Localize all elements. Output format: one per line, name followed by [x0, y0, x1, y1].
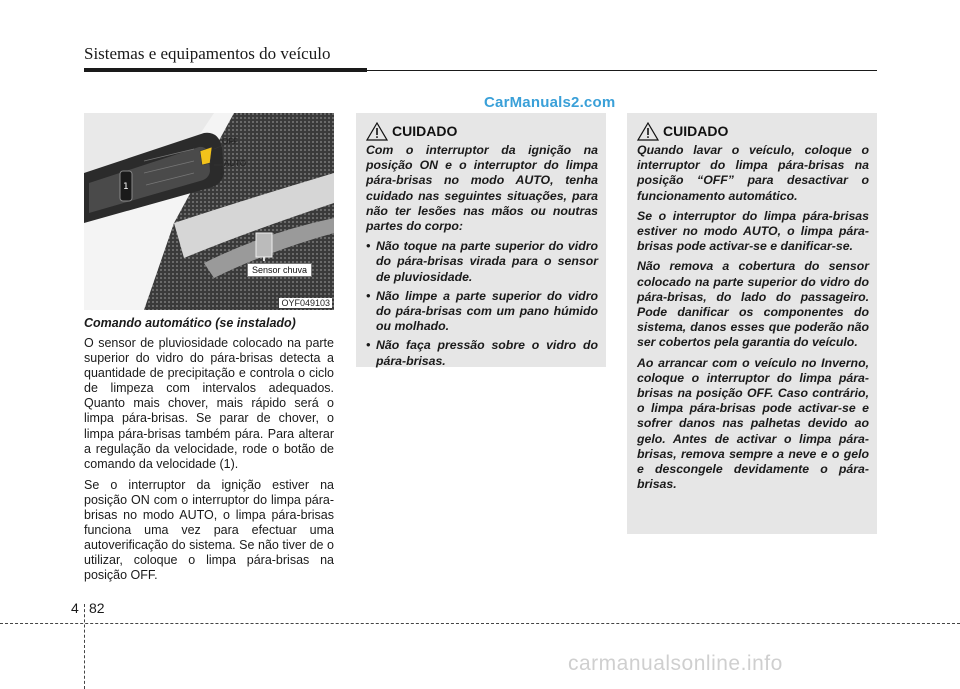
svg-text:1: 1 — [123, 182, 129, 192]
wiper-switch-figure — [84, 113, 334, 310]
figure-id: OYF049103 — [281, 298, 330, 308]
label-rain-sensor: Sensor chuva — [247, 263, 312, 277]
header-rule-thin — [367, 70, 877, 71]
header-rule-thick — [84, 68, 367, 72]
caution-title: CUIDADO — [392, 123, 458, 139]
label-auto: AUTO — [224, 159, 247, 168]
caution-body — [356, 143, 606, 369]
caution-body — [627, 143, 877, 492]
warning-triangle-icon — [366, 121, 388, 141]
caution-bullet: • Não limpe a parte superior do vidro do pára-brisas com um pano húmido ou molhado. — [366, 289, 598, 335]
caution-paragraph: Quando lavar o veículo, coloque o interruptor do limpa pára-brisas na posição “OFF” para desactivar o funcionamento automático. — [637, 143, 869, 203]
caution-intro: Com o interruptor da ignição na posição ON e o interruptor do limpa pára-brisas no modo AUTO, tenha cuidado nas seguintes situações, para não ter lesões nas mãos ou noutras partes do corpo: — [366, 143, 598, 234]
page-header-title: Sistemas e equipamentos do veículo — [84, 44, 331, 63]
caution-paragraph: Ao arrancar com o veículo no Inverno, coloque o interruptor do limpa pára-brisas na posição OFF. Caso contrário, o limpa pára-brisas pode activar-se e sofrer danos nas palhetas devido ao gelo. Antes de activar o limpa pára-brisas, remova sempre a neve e o gelo e descongele devidamente o pára-brisas. — [637, 355, 869, 492]
caution-box-2 — [627, 113, 877, 534]
wiper-stalk-illustration — [84, 113, 334, 310]
caution-box-1 — [356, 113, 606, 367]
watermark-top-link[interactable]: CarManuals2.com — [484, 94, 616, 111]
section-subheading: Comando automático (se instalado) — [84, 316, 296, 330]
warning-triangle-icon — [637, 121, 659, 141]
caution-bullet: • Não toque na parte superior do vidro do pára-brisas virada para o sensor de pluviosidade. — [366, 239, 598, 285]
footer-divider — [84, 604, 85, 689]
page-number: 82 — [89, 600, 105, 616]
footer-rule — [0, 623, 960, 624]
watermark-bottom-link[interactable]: carmanualsonline.info — [568, 652, 783, 675]
caution-title: CUIDADO — [663, 123, 729, 139]
caution-header — [356, 113, 606, 143]
caution-header — [627, 113, 877, 143]
caution-paragraph: Se o interruptor do limpa pára-brisas estiver no modo AUTO, o limpa pára-brisas pode activar-se e danificar-se. — [637, 208, 869, 254]
caution-paragraph: Não remova a cobertura do sensor colocado na parte superior do vidro do pára-brisas, do lado do passageiro. Pode danificar os componentes do sistema, danos esses que poderão não ser cobertos pela garantia do veículo. — [637, 259, 869, 350]
caution-bullet: • Não faça pressão sobre o vidro do pára-brisas. — [366, 338, 598, 368]
body-paragraph-1: O sensor de pluviosidade colocado na parte superior do vidro do pára-brisas detecta a quantidade de precipitação e controla o ciclo de limpeza com intervalos adequados. Quanto mais chover, mais rápido será o limpa pára-brisas. Se parar de chover, o limpa pára-brisas também pára. Para alterar a regulação da velocidade, rode o botão de comando da velocidade (1). — [84, 336, 334, 471]
body-paragraph-2: Se o interruptor da ignição estiver na posição ON com o interruptor do limpa pára-brisas no modo AUTO, o limpa pára-brisas funciona uma vez para efectuar uma autoverificação do sistema. Se não tiver de o utilizar, coloque o limpa pára-brisas na posição OFF. — [84, 477, 334, 583]
caution-bullet-list — [366, 239, 598, 369]
label-off: OFF — [222, 137, 238, 146]
body-text — [84, 336, 334, 590]
page-chapter-number: 4 — [71, 600, 79, 616]
